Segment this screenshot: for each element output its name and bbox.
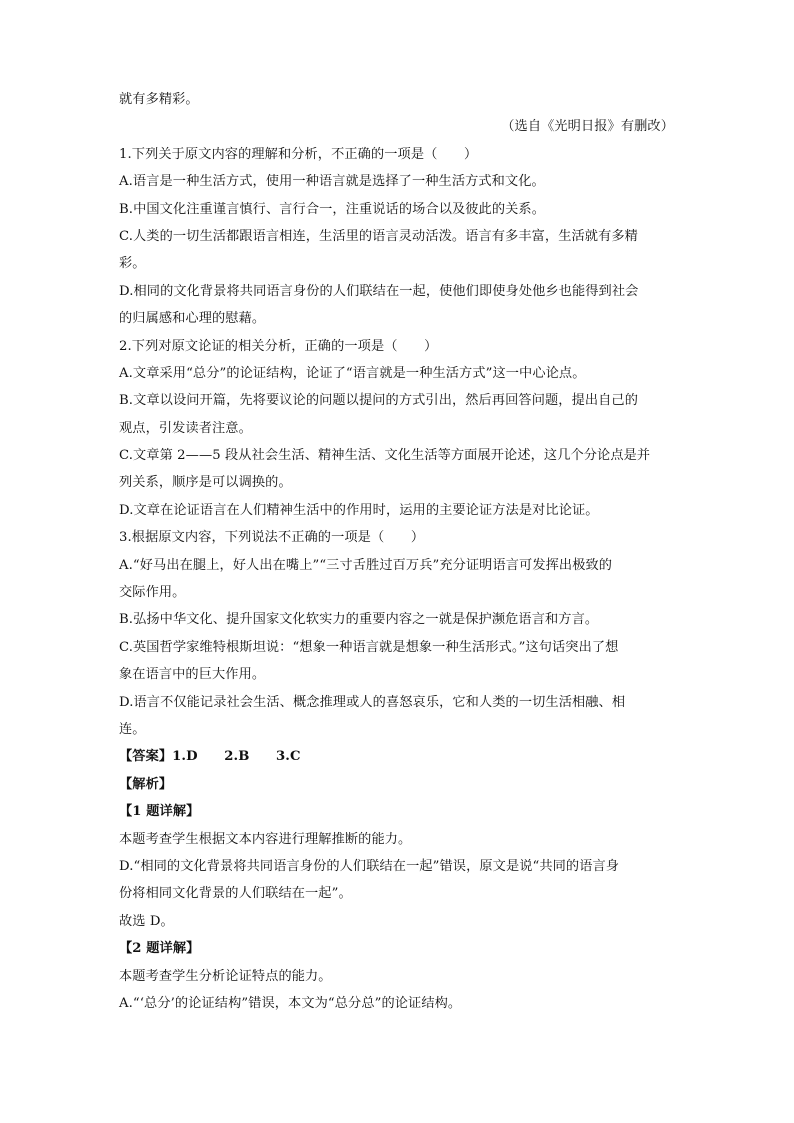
document-page [119,86,674,1017]
text-line: 观点，引发读者注意。 [119,420,252,436]
text-lines [119,86,674,1017]
text-line: C.文章第 2——5 段从社会生活、精神生活、文化生活等方面展开论述，这几个分论点是并 [119,448,651,464]
text-line: 【解析】 [119,776,173,792]
text-line: D.相同的文化背景将共同语言身份的人们联结在一起，使他们即使身处他乡也能得到社会 [119,283,639,299]
text-line: 本题考查学生分析论证特点的能力。 [119,968,332,984]
text-line: D.“相同的文化背景将共同语言身份的人们联结在一起”错误，原文是说“共同的语言身 [119,858,620,874]
text-line: （选自《光明日报》有删改） [501,119,674,135]
text-line: 交际作用。 [119,585,186,601]
text-line: 就有多精彩。 [119,92,199,107]
text-line: D.语言不仅能记录社会生活、概念推理或人的喜怒哀乐，它和人类的一切生活相融、相 [119,694,626,710]
text-line: 彩。 [119,256,146,272]
text-line: 的归属感和心理的慰藉。 [119,311,266,327]
text-line: 【1 题详解】 [119,804,200,820]
text-line: 故选 D。 [119,913,174,929]
text-line: A.“‘总分’的论证结构”错误，本文为“总分总”的论证结构。 [119,995,462,1011]
text-line: A.语言是一种生活方式，使用一种语言就是选择了一种生活方式和文化。 [119,174,545,190]
text-line: A.“好马出在腿上，好人出在嘴上”“三寸舌胜过百万兵”充分证明语言可发挥出极致的 [119,557,613,573]
text-line: 1.下列关于原文内容的理解和分析，不正确的一项是（ ） [119,146,478,162]
text-line: 列关系，顺序是可以调换的。 [119,475,292,491]
text-line: 本题考查学生根据文本内容进行理解推断的能力。 [119,831,412,847]
text-line: D.文章在论证语言在人们精神生活中的作用时，运用的主要论证方法是对比论证。 [119,502,599,518]
text-line: B.文章以设问开篇，先将要议论的问题以提问的方式引出，然后再回答问题，提出自己的 [119,393,639,409]
text-line: 份将相同文化背景的人们联结在一起”。 [119,886,352,902]
text-line: A.文章采用“总分”的论证结构，论证了“语言就是一种生活方式”这一中心论点。 [119,365,586,381]
text-line: 连。 [119,721,146,737]
text-line: 2.下列对原文论证的相关分析，正确的一项是（ ） [119,338,438,354]
text-line: 3.根据原文内容，下列说法不正确的一项是（ ） [119,530,425,546]
text-line: 象在语言中的巨大作用。 [119,667,266,683]
text-line: C.英国哲学家维特根斯坦说：“想象一种语言就是想象一种生活形式。”这句话突出了想 [119,639,619,655]
text-line: C.人类的一切生活都跟语言相连，生活里的语言灵动活泼。语言有多丰富，生活就有多精 [119,228,638,244]
text-line: 【答案】1.D 2.B 3.C [119,749,301,765]
text-line: 【2 题详解】 [119,941,200,957]
text-line: B.中国文化注重谨言慎行、言行合一，注重说话的场合以及彼此的关系。 [119,201,545,217]
text-line: B.弘扬中华文化、提升国家文化软实力的重要内容之一就是保护濒危语言和方言。 [119,612,599,628]
